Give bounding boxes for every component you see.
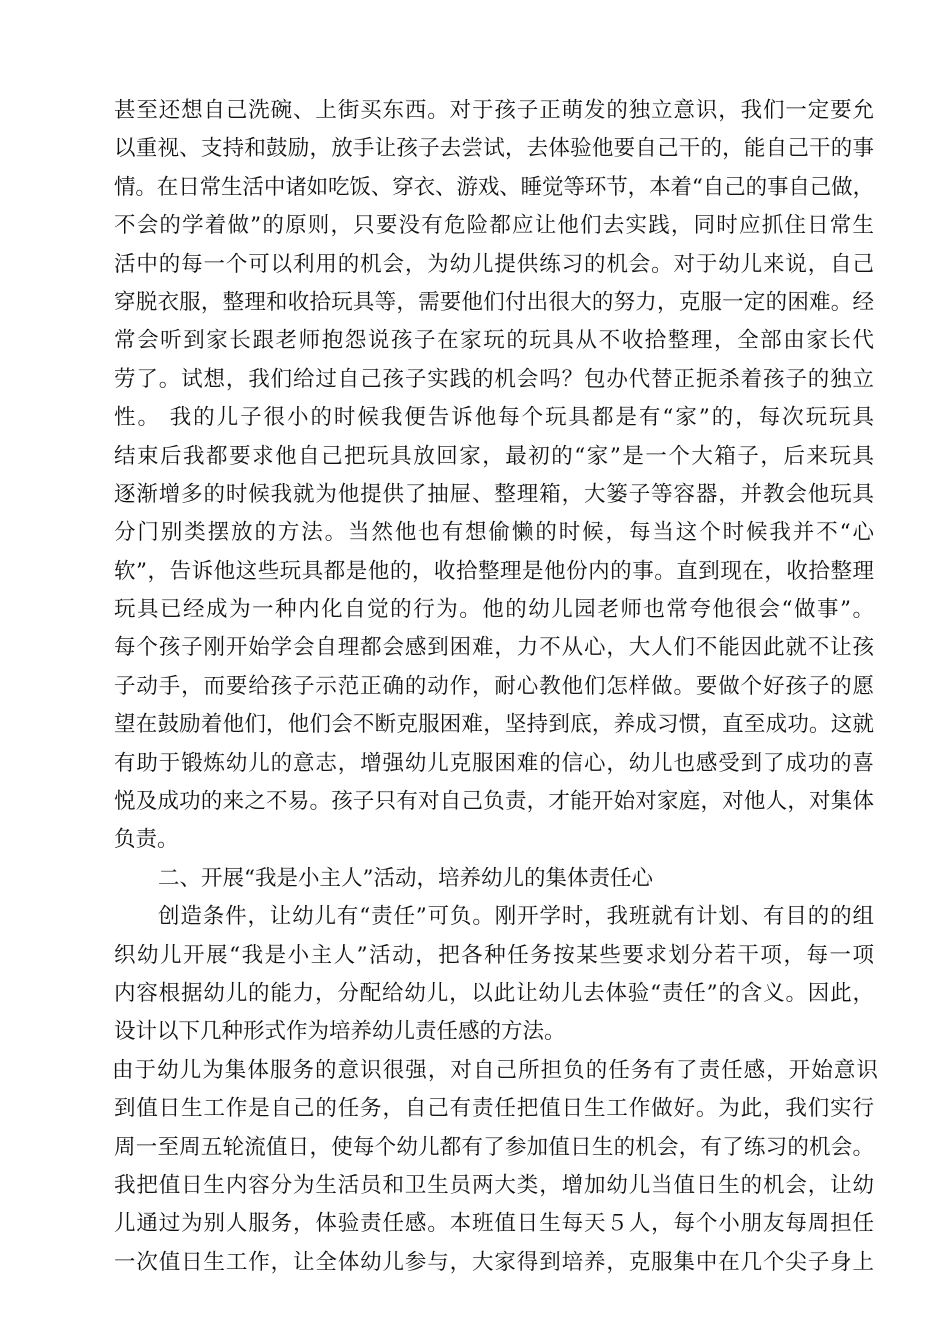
text-line: 织幼儿开展“我是小主人”活动，把各种任务按某些要求划分若干项，每一项 [114,942,874,968]
text-line: 子动手，而要给孩子示范正确的动作，耐心教他们怎样做。要做个好孩子的愿 [114,673,874,699]
text-line: 分门别类摆放的方法。当然他也有想偷懒的时候，每当这个时候我并不“心 [114,520,874,546]
text-line: 内容根据幼儿的能力，分配给幼儿，以此让幼儿去体验“责任”的含义。因此， [114,980,874,1006]
text-line: 以重视、支持和鼓励，放手让孩子去尝试，去体验他要自己干的，能自己干的事 [114,136,874,162]
text-line: 由于幼儿为集体服务的意识很强，对自己所担负的任务有了责任感，开始意识 [112,1057,874,1083]
text-line: 不会的学着做”的原则，只要没有危险都应让他们去实践，同时应抓住日常生 [114,213,874,239]
text-line: 逐渐增多的时候我就为他提供了抽屉、整理箱，大篓子等容器，并教会他玩具 [114,481,874,507]
text-line: 穿脱衣服，整理和收拾玩具等，需要他们付出很大的努力，克服一定的困难。经 [114,289,874,315]
text-line: 到值日生工作是自己的任务，自己有责任把值日生工作做好。为此，我们实行 [114,1096,874,1122]
text-line: 常会听到家长跟老师抱怨说孩子在家玩的玩具从不收拾整理，全部由家长代 [114,328,874,354]
text-line: 软”，告诉他这些玩具都是他的，收拾整理是他份内的事。直到现在，收拾整理 [114,558,874,584]
text-line: 情。在日常生活中诸如吃饭、穿衣、游戏、睡觉等环节，本着“自己的事自己做， [114,174,874,200]
text-line: 二、开展“我是小主人”活动，培养幼儿的集体责任心 [158,865,653,891]
text-line: 儿通过为别人服务，体验责任感。本班值日生每天５人，每个小朋友每周担任 [114,1211,874,1237]
text-line: 劳了。试想，我们给过自己孩子实践的机会吗？包办代替正扼杀着孩子的独立 [114,366,874,392]
text-line: 周一至周五轮流值日，使每个幼儿都有了参加值日生的机会，有了练习的机会。 [114,1134,874,1160]
text-line: 创造条件，让幼儿有“责任”可负。刚开学时，我班就有计划、有目的的组 [158,904,874,930]
text-line: 我把值日生内容分为生活员和卫生员两大类，增加幼儿当值日生的机会，让幼 [114,1172,874,1198]
body-text [114,92,874,1282]
text-line: 负责。 [114,827,179,853]
text-line: 一次值日生工作，让全体幼儿参与，大家得到培养，克服集中在几个尖子身上 [114,1249,874,1275]
text-line: 玩具已经成为一种内化自觉的行为。他的幼儿园老师也常夸他很会“做事”。 [114,597,874,623]
text-line: 甚至还想自己洗碗、上街买东西。对于孩子正萌发的独立意识，我们一定要允 [114,98,874,123]
text-line: 悦及成功的来之不易。孩子只有对自己负责，才能开始对家庭，对他人，对集体 [114,789,874,815]
text-line: 活中的每一个可以利用的机会，为幼儿提供练习的机会。对于幼儿来说，自己 [114,251,874,277]
text-line: 结束后我都要求他自己把玩具放回家，最初的“家”是一个大箱子，后来玩具 [114,443,874,469]
text-line: 有助于锻炼幼儿的意志，增强幼儿克服困难的信心，幼儿也感受到了成功的喜 [114,750,874,776]
text-line: 望在鼓励着他们，他们会不断克服困难，坚持到底，养成习惯，直至成功。这就 [114,712,874,738]
text-line: 每个孩子刚开始学会自理都会感到困难，力不从心，大人们不能因此就不让孩 [114,635,874,661]
text-line: 设计以下几种形式作为培养幼儿责任感的方法。 [114,1019,566,1045]
text-line: 性。 我的儿子很小的时候我便告诉他每个玩具都是有“家”的，每次玩玩具 [114,405,874,431]
